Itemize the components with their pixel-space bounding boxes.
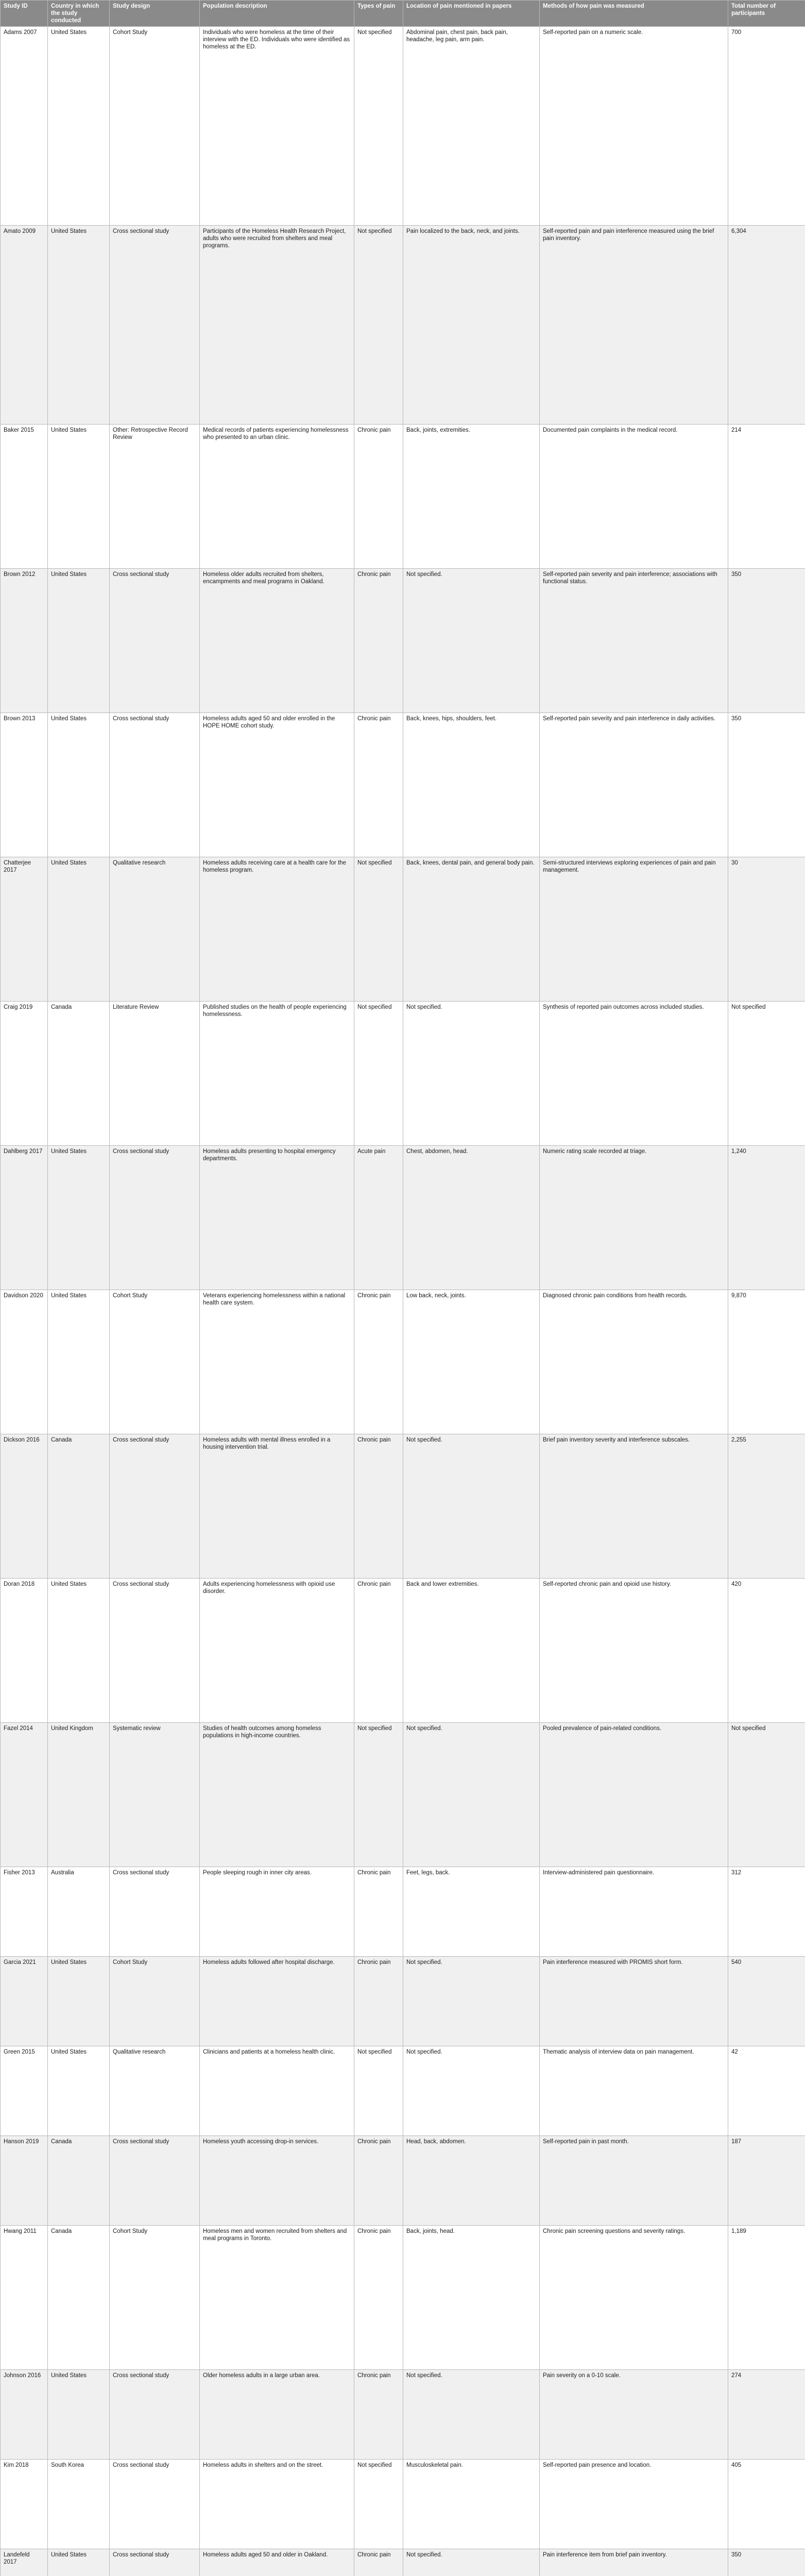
cell-population: Adults experiencing homelessness with opioid use disorder.: [200, 1578, 354, 1722]
cell-study-id: Brown 2013: [1, 713, 48, 857]
table-row: [1, 1434, 805, 1578]
table-row: [1, 1956, 805, 2046]
cell-study-id: Green 2015: [1, 2046, 48, 2136]
cell-study-id: Baker 2015: [1, 424, 48, 568]
table-row: [1, 1290, 805, 1434]
cell-pain-type: Chronic pain: [354, 2136, 403, 2226]
cell-pain-location: Back, knees, dental pain, and general body pain.: [403, 857, 540, 1001]
table-body: [1, 27, 805, 2576]
cell-country: United States: [48, 1290, 110, 1434]
cell-participants: 312: [728, 1867, 805, 1956]
column-header-country: Country in which the study conducted: [48, 1, 110, 27]
cell-pain-type: Chronic pain: [354, 2549, 403, 2576]
column-header-study-design: Study design: [110, 1, 200, 27]
cell-participants: 9,870: [728, 1290, 805, 1434]
cell-country: Canada: [48, 2226, 110, 2370]
cell-participants: 1,189: [728, 2226, 805, 2370]
cell-participants: 274: [728, 2370, 805, 2460]
cell-study-id: Amato 2009: [1, 225, 48, 424]
cell-population: Homeless adults presenting to hospital emergency departments.: [200, 1145, 354, 1290]
cell-pain-location: Not specified.: [403, 1956, 540, 2046]
cell-study-id: Chatterjee 2017: [1, 857, 48, 1001]
table-row: [1, 2370, 805, 2460]
cell-study-id: Dahlberg 2017: [1, 1145, 48, 1290]
cell-study-id: Landefeld 2017: [1, 2549, 48, 2576]
cell-country: United States: [48, 27, 110, 226]
cell-country: United States: [48, 2370, 110, 2460]
cell-country: Canada: [48, 2136, 110, 2226]
cell-study-id: Davidson 2020: [1, 1290, 48, 1434]
cell-participants: 700: [728, 27, 805, 226]
cell-study-design: Cross sectional study: [110, 1434, 200, 1578]
cell-participants: 42: [728, 2046, 805, 2136]
cell-study-design: Cross sectional study: [110, 1867, 200, 1956]
table-row: [1, 225, 805, 424]
cell-study-design: Qualitative research: [110, 2046, 200, 2136]
cell-study-id: Hwang 2011: [1, 2226, 48, 2370]
cell-pain-type: Chronic pain: [354, 1867, 403, 1956]
table-header: [1, 1, 805, 27]
cell-study-id: Brown 2012: [1, 568, 48, 713]
cell-study-design: Qualitative research: [110, 857, 200, 1001]
cell-country: United States: [48, 2046, 110, 2136]
cell-pain-type: Not specified: [354, 857, 403, 1001]
cell-country: United States: [48, 1956, 110, 2046]
cell-study-design: Cross sectional study: [110, 1578, 200, 1722]
cell-participants: 2,255: [728, 1434, 805, 1578]
cell-pain-measurement: Interview-administered pain questionnaire.: [540, 1867, 728, 1956]
cell-country: United States: [48, 713, 110, 857]
cell-country: United States: [48, 1145, 110, 1290]
cell-pain-measurement: Self-reported pain severity and pain interference in daily activities.: [540, 713, 728, 857]
cell-pain-location: Not specified.: [403, 1001, 540, 1145]
cell-study-design: Cohort Study: [110, 2226, 200, 2370]
cell-pain-location: Head, back, abdomen.: [403, 2136, 540, 2226]
cell-pain-location: Feet, legs, back.: [403, 1867, 540, 1956]
cell-pain-measurement: Chronic pain screening questions and severity ratings.: [540, 2226, 728, 2370]
header-row: [1, 1, 805, 27]
cell-participants: 187: [728, 2136, 805, 2226]
column-header-participants: Total number of participants: [728, 1, 805, 27]
cell-pain-location: Back, joints, extremities.: [403, 424, 540, 568]
cell-study-design: Literature Review: [110, 1001, 200, 1145]
cell-participants: Not specified: [728, 1722, 805, 1867]
cell-population: Homeless older adults recruited from shelters, encampments and meal programs in Oakland.: [200, 568, 354, 713]
table-row: [1, 713, 805, 857]
table-row: [1, 1722, 805, 1867]
table-row: [1, 2046, 805, 2136]
cell-population: Homeless adults with mental illness enrolled in a housing intervention trial.: [200, 1434, 354, 1578]
cell-study-design: Cross sectional study: [110, 713, 200, 857]
cell-pain-measurement: Documented pain complaints in the medical record.: [540, 424, 728, 568]
table-row: [1, 424, 805, 568]
cell-pain-type: Chronic pain: [354, 1434, 403, 1578]
cell-study-design: Cross sectional study: [110, 2460, 200, 2549]
cell-pain-measurement: Self-reported pain and pain interference measured using the brief pain inventory.: [540, 225, 728, 424]
cell-population: Clinicians and patients at a homeless health clinic.: [200, 2046, 354, 2136]
cell-country: United States: [48, 1578, 110, 1722]
table-row: [1, 1578, 805, 1722]
cell-pain-measurement: Self-reported chronic pain and opioid use history.: [540, 1578, 728, 1722]
cell-pain-location: Chest, abdomen, head.: [403, 1145, 540, 1290]
cell-population: Homeless adults followed after hospital discharge.: [200, 1956, 354, 2046]
cell-population: Published studies on the health of people experiencing homelessness.: [200, 1001, 354, 1145]
table-row: [1, 27, 805, 226]
cell-study-id: Fisher 2013: [1, 1867, 48, 1956]
cell-participants: 30: [728, 857, 805, 1001]
cell-population: Homeless adults in shelters and on the street.: [200, 2460, 354, 2549]
table-row: [1, 1145, 805, 1290]
cell-population: Studies of health outcomes among homeless populations in high-income countries.: [200, 1722, 354, 1867]
cell-study-design: Cohort Study: [110, 1290, 200, 1434]
cell-pain-location: Not specified.: [403, 1722, 540, 1867]
table-row: [1, 2460, 805, 2549]
cell-pain-measurement: Semi-structured interviews exploring experiences of pain and pain management.: [540, 857, 728, 1001]
cell-country: United States: [48, 857, 110, 1001]
cell-pain-type: Chronic pain: [354, 713, 403, 857]
cell-population: Homeless men and women recruited from shelters and meal programs in Toronto.: [200, 2226, 354, 2370]
cell-pain-measurement: Numeric rating scale recorded at triage.: [540, 1145, 728, 1290]
cell-pain-type: Chronic pain: [354, 424, 403, 568]
cell-pain-measurement: Diagnosed chronic pain conditions from health records.: [540, 1290, 728, 1434]
cell-pain-location: Not specified.: [403, 2046, 540, 2136]
cell-participants: 420: [728, 1578, 805, 1722]
cell-pain-measurement: Pooled prevalence of pain-related conditions.: [540, 1722, 728, 1867]
cell-pain-measurement: Synthesis of reported pain outcomes across included studies.: [540, 1001, 728, 1145]
table-row: [1, 1001, 805, 1145]
cell-pain-type: Not specified: [354, 225, 403, 424]
cell-pain-location: Not specified.: [403, 2370, 540, 2460]
cell-pain-type: Chronic pain: [354, 2370, 403, 2460]
cell-participants: 214: [728, 424, 805, 568]
cell-population: Medical records of patients experiencing homelessness who presented to an urban clinic.: [200, 424, 354, 568]
cell-country: United States: [48, 2549, 110, 2576]
cell-population: Individuals who were homeless at the time of their interview with the ED. Individuals who were identified as homeless at the ED.: [200, 27, 354, 226]
cell-pain-location: Back, knees, hips, shoulders, feet.: [403, 713, 540, 857]
cell-country: Canada: [48, 1434, 110, 1578]
table-row: [1, 2136, 805, 2226]
cell-pain-type: Chronic pain: [354, 1290, 403, 1434]
column-header-study-id: Study ID: [1, 1, 48, 27]
cell-participants: 540: [728, 1956, 805, 2046]
cell-pain-type: Chronic pain: [354, 568, 403, 713]
cell-study-design: Cross sectional study: [110, 225, 200, 424]
table-row: [1, 2226, 805, 2370]
cell-study-design: Cross sectional study: [110, 1145, 200, 1290]
cell-population: Homeless adults aged 50 and older enrolled in the HOPE HOME cohort study.: [200, 713, 354, 857]
cell-pain-type: Not specified: [354, 1001, 403, 1145]
cell-study-design: Cross sectional study: [110, 2370, 200, 2460]
cell-study-id: Garcia 2021: [1, 1956, 48, 2046]
cell-pain-measurement: Self-reported pain severity and pain interference; associations with functional status.: [540, 568, 728, 713]
cell-population: Veterans experiencing homelessness within a national health care system.: [200, 1290, 354, 1434]
cell-pain-measurement: Brief pain inventory severity and interference subscales.: [540, 1434, 728, 1578]
column-header-pain-measurement: Methods of how pain was measured: [540, 1, 728, 27]
cell-pain-type: Not specified: [354, 2046, 403, 2136]
cell-population: Homeless youth accessing drop-in services.: [200, 2136, 354, 2226]
cell-pain-location: Pain localized to the back, neck, and joints.: [403, 225, 540, 424]
table-row: [1, 857, 805, 1001]
cell-pain-measurement: Pain interference item from brief pain inventory.: [540, 2549, 728, 2576]
cell-country: United States: [48, 568, 110, 713]
cell-study-design: Systematic review: [110, 1722, 200, 1867]
cell-study-id: Craig 2019: [1, 1001, 48, 1145]
cell-pain-location: Not specified.: [403, 2549, 540, 2576]
cell-country: United States: [48, 424, 110, 568]
cell-participants: 6,304: [728, 225, 805, 424]
cell-study-id: Adams 2007: [1, 27, 48, 226]
cell-pain-location: Not specified.: [403, 568, 540, 713]
cell-study-id: Hanson 2019: [1, 2136, 48, 2226]
cell-study-id: Fazel 2014: [1, 1722, 48, 1867]
cell-pain-type: Not specified: [354, 2460, 403, 2549]
cell-study-id: Johnson 2016: [1, 2370, 48, 2460]
column-header-pain-location: Location of pain mentioned in papers: [403, 1, 540, 27]
cell-participants: 350: [728, 713, 805, 857]
cell-pain-measurement: Self-reported pain on a numeric scale.: [540, 27, 728, 226]
cell-pain-location: Back and lower extremities.: [403, 1578, 540, 1722]
cell-participants: 405: [728, 2460, 805, 2549]
cell-pain-type: Not specified: [354, 27, 403, 226]
cell-study-id: Dickson 2016: [1, 1434, 48, 1578]
cell-study-design: Other: Retrospective Record Review: [110, 424, 200, 568]
cell-pain-location: Abdominal pain, chest pain, back pain, headache, leg pain, arm pain.: [403, 27, 540, 226]
cell-participants: 350: [728, 568, 805, 713]
cell-participants: 350: [728, 2549, 805, 2576]
cell-pain-measurement: Self-reported pain presence and location.: [540, 2460, 728, 2549]
column-header-pain-type: Types of pain: [354, 1, 403, 27]
cell-country: United States: [48, 225, 110, 424]
cell-pain-type: Not specified: [354, 1722, 403, 1867]
cell-study-design: Cohort Study: [110, 27, 200, 226]
cell-study-id: Doran 2018: [1, 1578, 48, 1722]
cell-pain-type: Chronic pain: [354, 2226, 403, 2370]
cell-country: Australia: [48, 1867, 110, 1956]
cell-pain-type: Chronic pain: [354, 1578, 403, 1722]
cell-population: Participants of the Homeless Health Research Project, adults who were recruited from shelters and meal programs.: [200, 225, 354, 424]
cell-study-design: Cross sectional study: [110, 2136, 200, 2226]
cell-study-design: Cohort Study: [110, 1956, 200, 2046]
cell-pain-measurement: Thematic analysis of interview data on pain management.: [540, 2046, 728, 2136]
cell-study-design: Cross sectional study: [110, 568, 200, 713]
cell-population: Older homeless adults in a large urban area.: [200, 2370, 354, 2460]
cell-pain-measurement: Pain interference measured with PROMIS short form.: [540, 1956, 728, 2046]
cell-pain-location: Not specified.: [403, 1434, 540, 1578]
cell-population: People sleeping rough in inner city areas.: [200, 1867, 354, 1956]
table-row: [1, 568, 805, 713]
cell-country: United Kingdom: [48, 1722, 110, 1867]
cell-pain-measurement: Self-reported pain in past month.: [540, 2136, 728, 2226]
cell-pain-type: Acute pain: [354, 1145, 403, 1290]
cell-study-design: Cross sectional study: [110, 2549, 200, 2576]
cell-study-id: Kim 2018: [1, 2460, 48, 2549]
cell-country: South Korea: [48, 2460, 110, 2549]
cell-pain-location: Low back, neck, joints.: [403, 1290, 540, 1434]
cell-pain-location: Musculoskeletal pain.: [403, 2460, 540, 2549]
cell-pain-type: Chronic pain: [354, 1956, 403, 2046]
cell-pain-measurement: Pain severity on a 0-10 scale.: [540, 2370, 728, 2460]
cell-pain-location: Back, joints, head.: [403, 2226, 540, 2370]
cell-population: Homeless adults aged 50 and older in Oakland.: [200, 2549, 354, 2576]
cell-participants: Not specified: [728, 1001, 805, 1145]
cell-participants: 1,240: [728, 1145, 805, 1290]
column-header-population: Population description: [200, 1, 354, 27]
cell-population: Homeless adults receiving care at a health care for the homeless program.: [200, 857, 354, 1001]
table-row: [1, 2549, 805, 2576]
cell-country: Canada: [48, 1001, 110, 1145]
table-row: [1, 1867, 805, 1956]
